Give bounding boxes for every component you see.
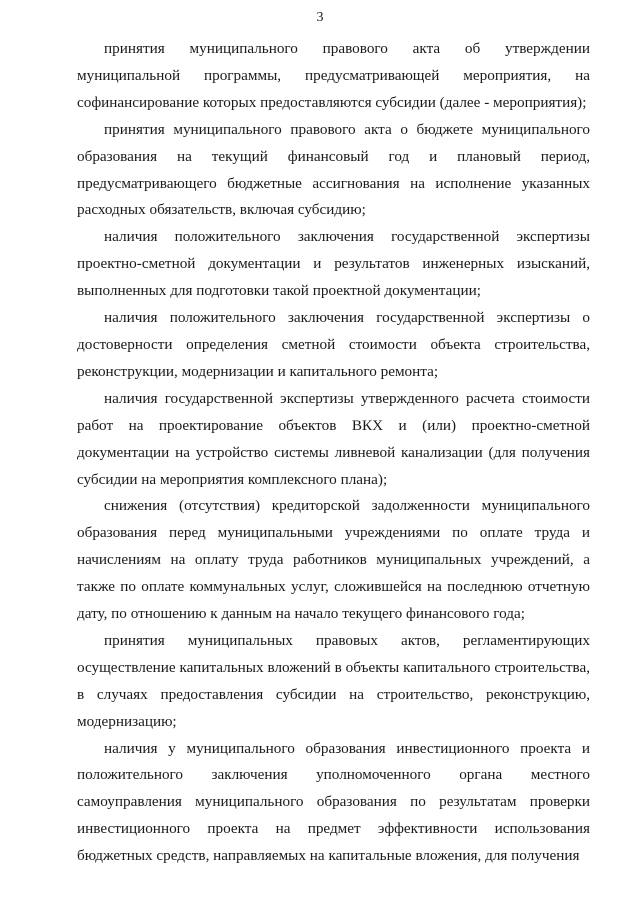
- paragraph: наличия у муниципального образования инвестиционного проекта и положительного заключения уполномоченного органа местного самоуправления муниципального образования по результатам проверки инвестиционного проекта на предмет эффективности использования бюджетных средств, направляемых на капитальные вложения, для получения: [77, 739, 590, 865]
- paragraph: наличия государственной экспертизы утвержденного расчета стоимости работ на проектирование объектов ВКХ и (или) проектно-сметной документации на устройство системы ливневой канализации (для получения субсидии на мероприятия комплексного плана);: [77, 389, 590, 488]
- paragraph: наличия положительного заключения государственной экспертизы проектно-сметной документации и результатов инженерных изысканий, выполненных для подготовки такой проектной документации;: [77, 228, 590, 300]
- paragraph: принятия муниципального правового акта о бюджете муниципального образования на текущий финансовый год и плановый период, предусматривающего бюджетные ассигнования на исполнение указанных расходных обязательств, включая субсидию;: [77, 120, 590, 219]
- document-body: [77, 36, 590, 870]
- paragraph: наличия положительного заключения государственной экспертизы о достоверности определения сметной стоимости объекта строительства, реконструкции, модернизации и капитального ремонта;: [77, 309, 590, 380]
- paragraph: снижения (отсутствия) кредиторской задолженности муниципального образования перед муниципальными учреждениями по оплате труда и начислениям на оплату труда работников муниципальных учреждений, а также по оплате коммунальных услуг, сложившейся на последнюю отчетную дату, по отношению к данным на начало текущего финансового года;: [77, 497, 590, 623]
- paragraph: принятия муниципальных правовых актов, регламентирующих осуществление капитальных вложений в объекты капитального строительства, в случаях предоставления субсидии на строительство, реконструкцию, модернизацию;: [77, 631, 590, 730]
- page-number: 3: [316, 10, 324, 25]
- paragraph: принятия муниципального правового акта об утверждении муниципальной программы, предусматривающей мероприятия, на софинансирование которых предоставляются субсидии (далее - мероприятия);: [77, 40, 590, 111]
